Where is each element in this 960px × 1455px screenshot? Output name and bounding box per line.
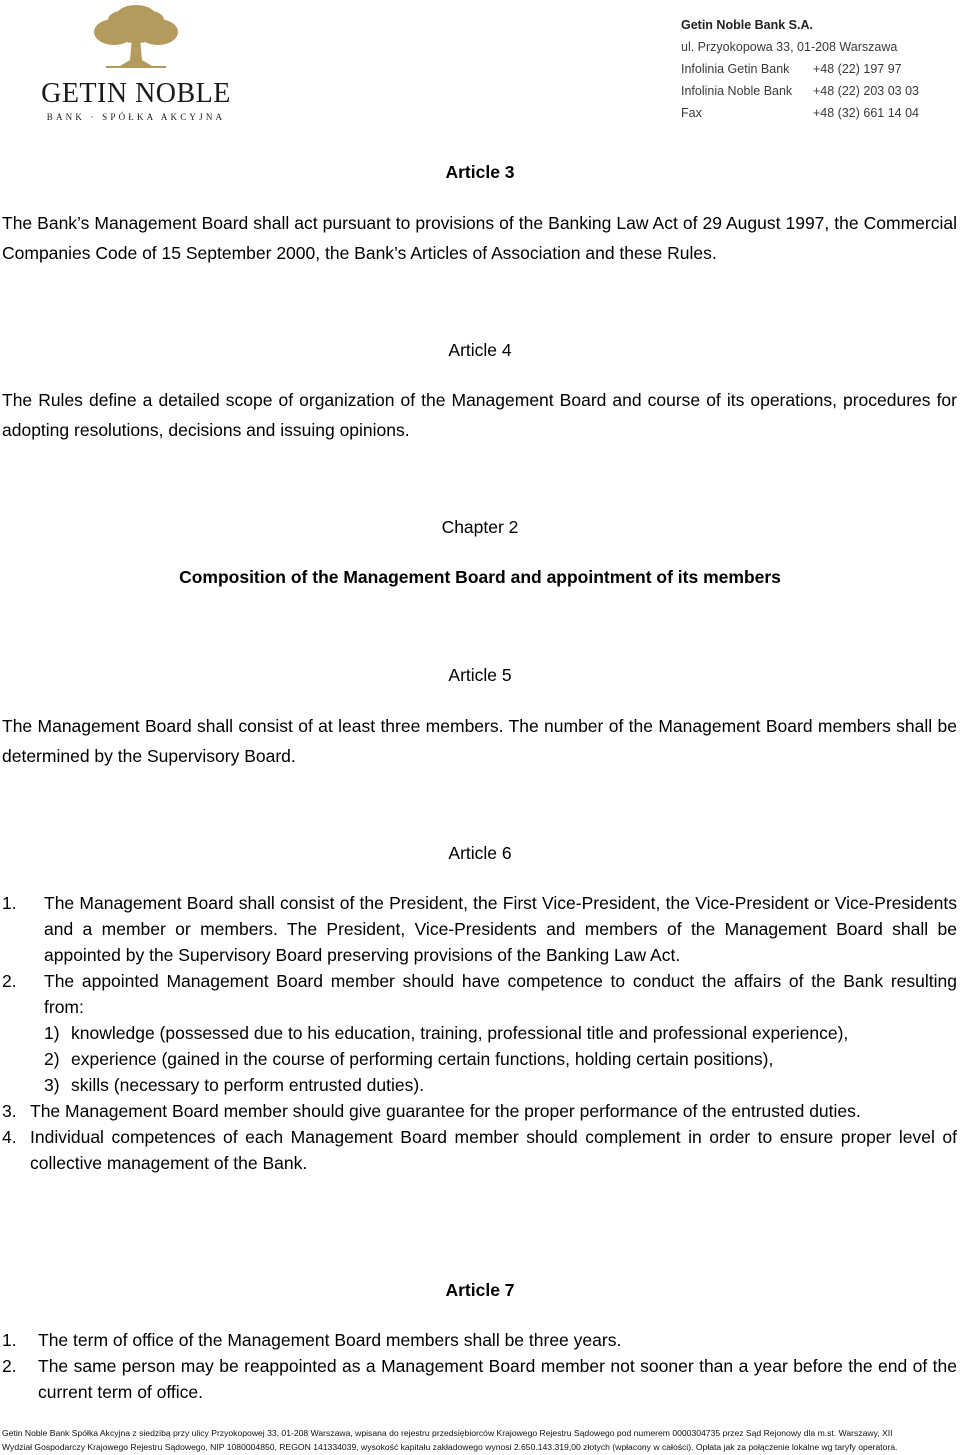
list-text: The term of office of the Management Board members shall be three years. — [38, 1330, 622, 1350]
legal-footer — [2, 1426, 958, 1454]
article-7-list — [2, 1327, 957, 1405]
footer-line: Wydział Gospodarczy Krajowego Rejestru Sądowego, NIP 1080004850, REGON 141334039, wysokość kapitału zakładowego wynosi 2.650.143.319,00 złotych (wpłacony w całości). Opłata jak za połączenie lokalne wg taryfy operatora. — [2, 1442, 898, 1452]
list-number: 3. — [2, 1101, 17, 1121]
article-5-title: Article 5 — [448, 665, 512, 685]
list-number: 1. — [2, 1330, 17, 1350]
list-item — [2, 968, 957, 1020]
list-text: The Management Board shall consist of the President, the First Vice-President, the Vice-President or Vice-Presidents and a member or members. The President, Vice-Presidents and members of the Management Board shall be appointed by the Supervisory Board preserving provisions of the Banking Law Act. — [44, 893, 957, 965]
article-6-title: Article 6 — [448, 843, 512, 863]
contact-label: Infolinia Noble Bank — [681, 84, 793, 98]
article-5-text: The Management Board shall consist of at least three members. The number of the Management Board members shall be determined by the Supervisory Board. — [2, 716, 957, 766]
list-item — [2, 1072, 957, 1098]
list-text: The appointed Management Board member should have competence to conduct the affairs of the Bank resulting from: — [44, 971, 957, 1017]
list-item — [2, 890, 957, 968]
list-number: 4. — [2, 1127, 17, 1147]
article-7-title: Article 7 — [445, 1280, 515, 1300]
list-text: knowledge (possessed due to his education, training, professional title and professional experience), — [71, 1023, 849, 1043]
bank-name: Getin Noble Bank S.A. — [681, 18, 813, 32]
contact-value: +48 (22) 197 97 — [813, 62, 902, 76]
list-text: experience (gained in the course of performing certain functions, holding certain positions), — [71, 1049, 774, 1069]
article-3-text: The Bank’s Management Board shall act pursuant to provisions of the Banking Law Act of 29 August 1997, the Commercial Companies Code of 15 September 2000, the Bank’s Articles of Association and these Rules. — [2, 213, 957, 263]
list-item — [2, 1327, 957, 1353]
bank-address: ul. Przyokopowa 33, 01-208 Warszawa — [681, 40, 898, 54]
logo-subtitle: BANK · SPÓŁKA AKCYJNA — [46, 112, 226, 122]
list-text: The Management Board member should give guarantee for the proper performance of the entrusted duties. — [30, 1101, 861, 1121]
article-4-title: Article 4 — [448, 340, 512, 360]
list-text: Individual competences of each Management Board member should complement in order to ensure proper level of collective management of the Bank. — [30, 1127, 957, 1173]
bank-logo — [36, 4, 236, 124]
list-number: 2. — [2, 1356, 17, 1376]
letterhead — [0, 0, 960, 135]
chapter-2-title: Chapter 2 — [441, 517, 519, 537]
list-number: 2. — [2, 971, 17, 991]
list-item — [2, 1046, 957, 1072]
contact-row — [681, 80, 951, 102]
footer-line: Getin Noble Bank Spółka Akcyjna z siedzibą przy ulicy Przyokopowej 33, 01-208 Warszawa, wpisana do rejestru przedsiębiorców Krajowego Rejestru Sądowego pod numerem 0000304735 przez Sąd Rejonowy dla m.st. Warszawy, XII — [2, 1428, 893, 1438]
contact-label: Fax — [681, 106, 702, 120]
contact-row — [681, 58, 951, 80]
list-number: 1) — [44, 1023, 60, 1043]
list-number: 2) — [44, 1049, 60, 1069]
list-text: The same person may be reappointed as a Management Board member not sooner than a year before the end of the current term of office. — [38, 1356, 957, 1402]
tree-icon — [92, 4, 180, 70]
contact-block — [681, 14, 951, 124]
list-item — [2, 1020, 957, 1046]
contact-value: +48 (32) 661 14 04 — [813, 106, 919, 120]
list-number: 1. — [2, 893, 17, 913]
article-4-text: The Rules define a detailed scope of organization of the Management Board and course of its operations, procedures for adopting resolutions, decisions and issuing opinions. — [2, 390, 957, 440]
contact-value: +48 (22) 203 03 03 — [813, 84, 919, 98]
list-item — [2, 1098, 957, 1124]
chapter-2-subtitle: Composition of the Management Board and appointment of its members — [179, 567, 781, 587]
article-6-list — [2, 890, 957, 1176]
contact-row — [681, 102, 951, 124]
logo-name: GETIN NOBLE — [41, 78, 231, 109]
contact-label: Infolinia Getin Bank — [681, 62, 790, 76]
list-text: skills (necessary to perform entrusted duties). — [71, 1075, 425, 1095]
list-item — [2, 1353, 957, 1405]
list-number: 3) — [44, 1075, 60, 1095]
list-item — [2, 1124, 957, 1176]
article-3-title: Article 3 — [445, 162, 515, 182]
